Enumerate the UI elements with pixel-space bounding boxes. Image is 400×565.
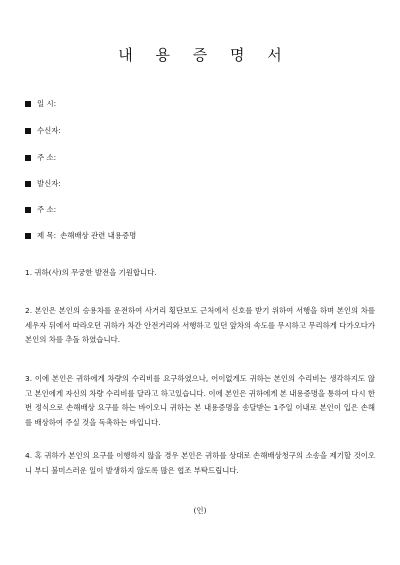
field-sender-label: 발신자:: [37, 179, 61, 188]
field-recipient-address-label: 주 소:: [37, 153, 57, 162]
field-date-label: 일 시:: [37, 99, 57, 108]
paragraph-3: 3. 이에 본인은 귀하에게 차량의 수리비를 요구하였으나, 어이없게도 귀하는 본인의 수리비는 생각하지도 않고 본인에게 자신의 차량 수리비를 달라고 하고있습니다. 이에 본인은 귀하에게 본 내용증명을 통하여 다시 한번 정식으로 손해배상 요구를 하는 바이오니 귀하는 본 내용증명을 송달받는 1주일 이내로 본인이 입은 손해를 배상하여 주실 것을 독촉하는 바입니다.: [25, 374, 375, 427]
paragraph-1: 1. 귀하(사)의 무궁한 발전을 기원합니다.: [25, 268, 157, 277]
field-sender-address: [25, 205, 60, 215]
field-subject-value: 손해배상 관련 내용증명: [60, 231, 137, 240]
bullet-square-icon: [25, 233, 31, 239]
field-sender: [25, 179, 65, 189]
field-recipient: [25, 126, 65, 136]
field-subject: [25, 231, 136, 241]
seal-mark: (인): [193, 506, 207, 515]
field-recipient-label: 수신자:: [37, 126, 61, 135]
bullet-square-icon: [25, 128, 31, 134]
bullet-square-icon: [25, 181, 31, 187]
document-title: 내 용 증 명 서: [118, 46, 291, 64]
field-subject-label: 제 목:: [37, 231, 57, 240]
field-date: [25, 99, 60, 109]
paragraph-4: 4. 혹 귀하가 본인의 요구를 이행하지 않을 경우 본인은 귀하를 상대로 손해배상청구의 소송을 제기할 것이오니 부디 불미스러운 일이 발생하지 않도록 많은 협조 부탁드립니다.: [25, 451, 375, 475]
bullet-square-icon: [25, 155, 31, 161]
bullet-square-icon: [25, 101, 31, 107]
bullet-square-icon: [25, 207, 31, 213]
paragraph-2: 2. 본인은 본인의 승용차를 운전하여 사거리 횡단보도 근처에서 신호를 받기 위하여 서행을 하며 본인의 차를 세우자 뒤에서 따라오던 귀하가 차간 안전거리와 서행하고 있던 앞차의 속도를 무시하고 무리하게 다가오다가 본인의 차를 추돌 하였습니다.: [25, 306, 375, 344]
field-sender-address-label: 주 소:: [37, 205, 57, 214]
field-recipient-address: [25, 153, 60, 163]
